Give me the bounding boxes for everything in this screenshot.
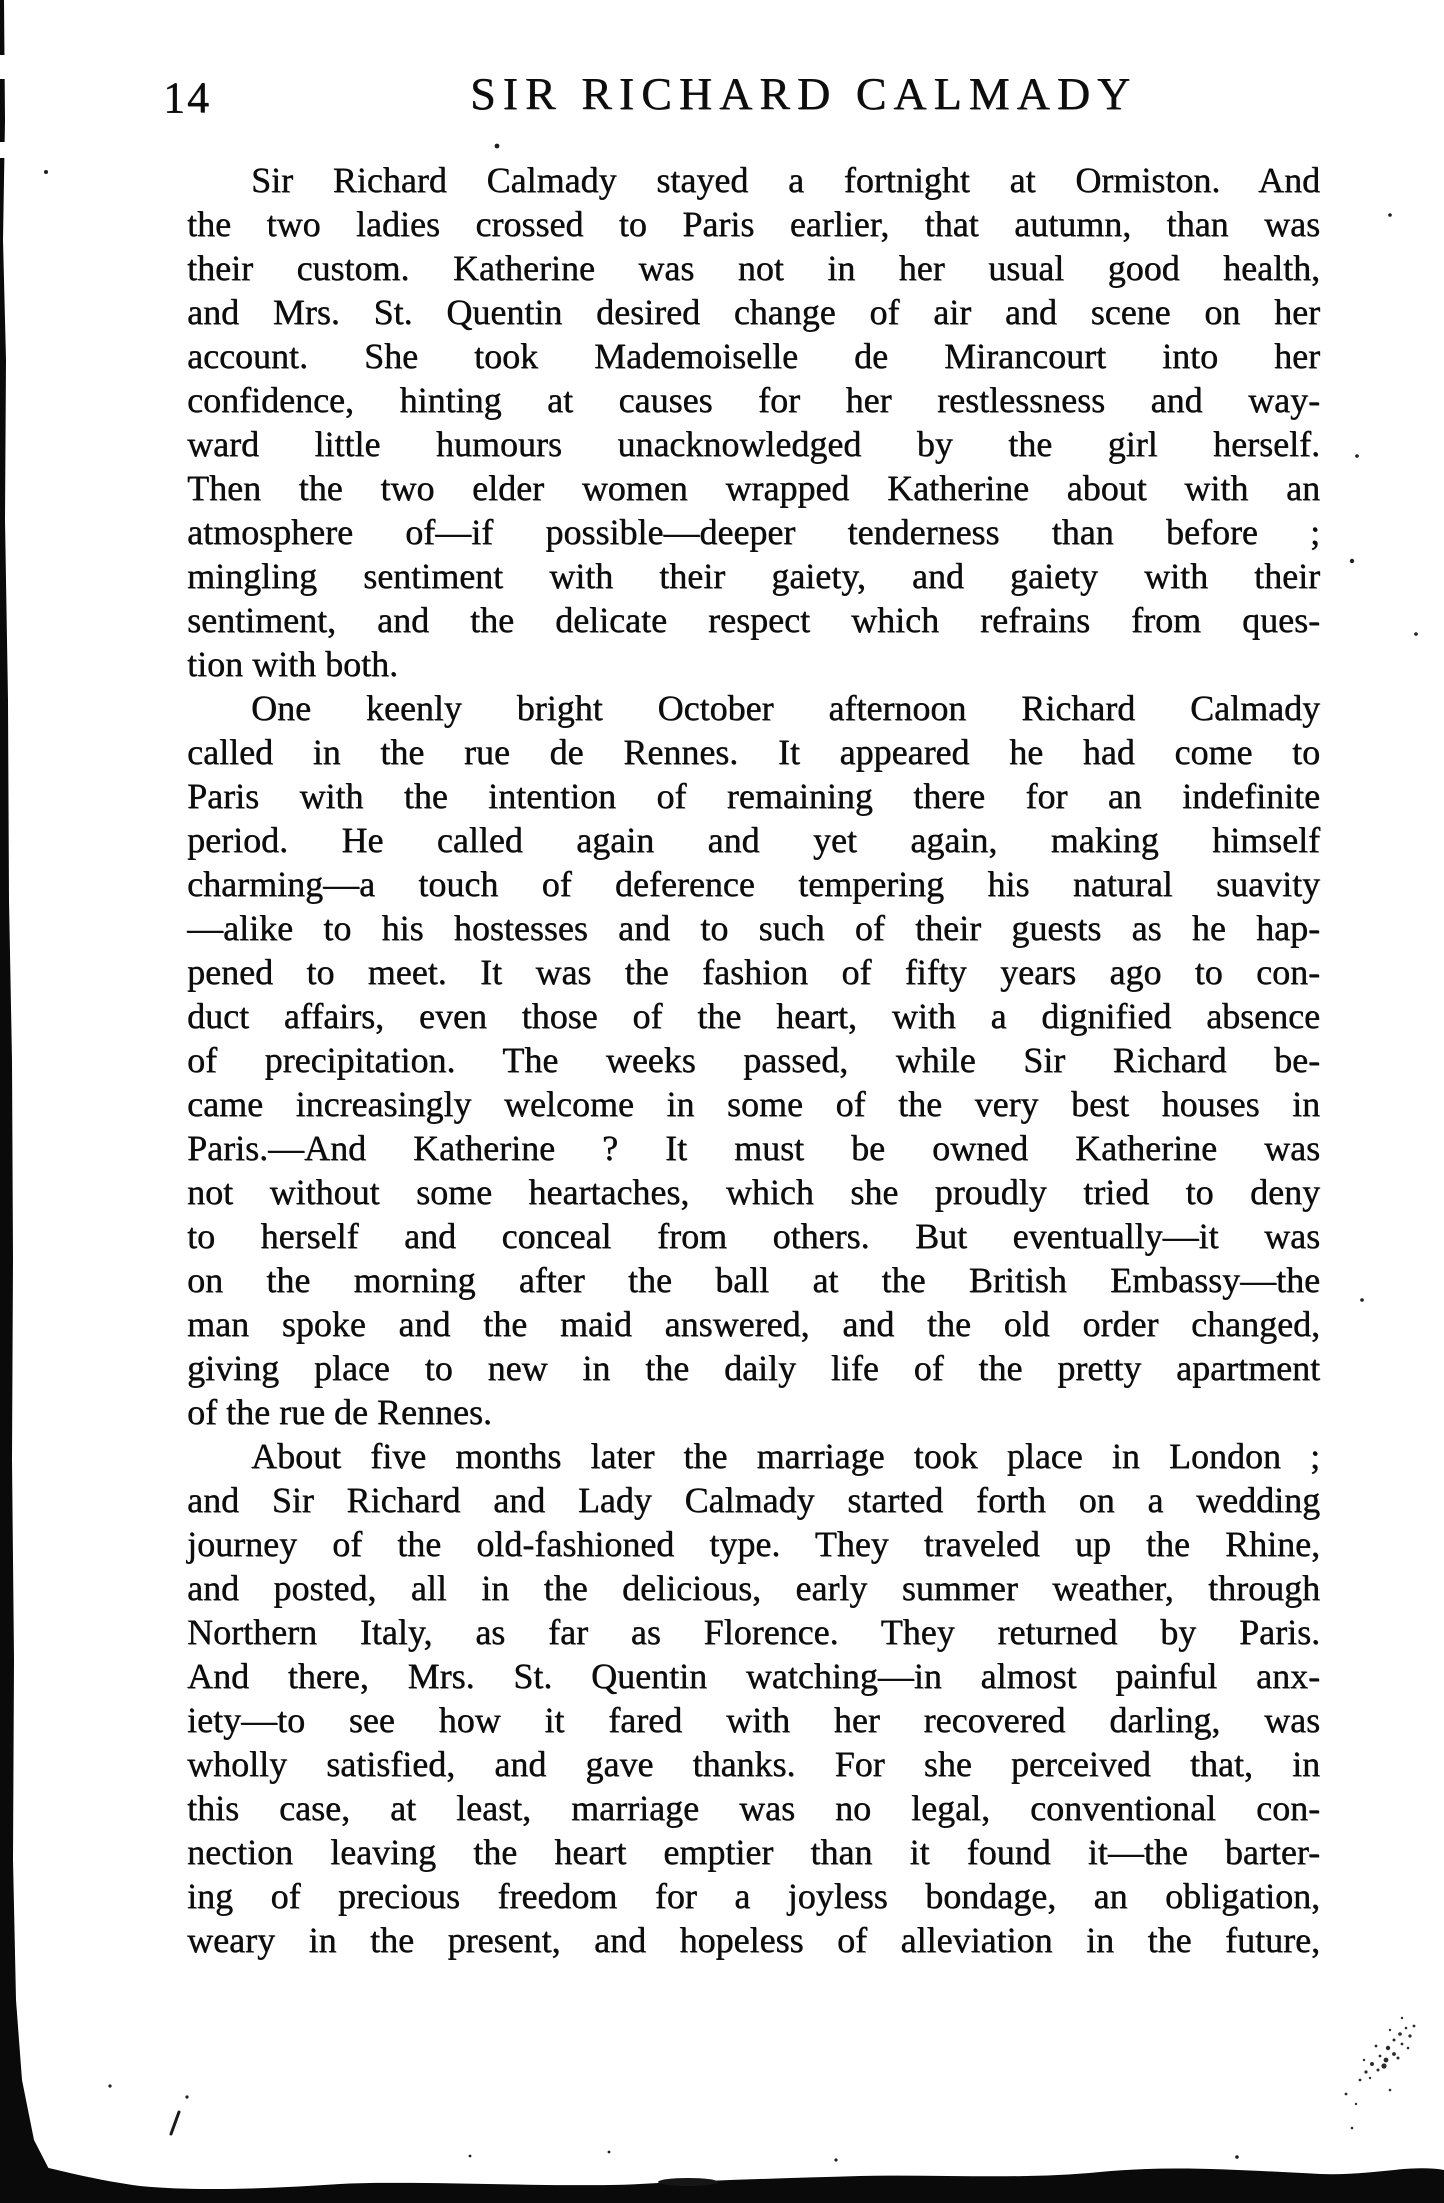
ink-speckle — [1345, 2017, 1416, 2130]
text-line: mingling sentiment with their gaiety, and gaiety with their — [187, 556, 1320, 596]
text-line: duct affairs, even those of the heart, with a dignified absence — [187, 996, 1320, 1036]
text-line: journey of the old-fashioned type. They traveled up the Rhine, — [187, 1524, 1320, 1564]
text-line: Sir Richard Calmady stayed a fortnight at Ormiston. And — [251, 160, 1320, 200]
text-line: and posted, all in the delicious, early summer weather, through — [187, 1568, 1320, 1608]
text-line: period. He called again and yet again, making himself — [187, 820, 1320, 860]
text-line: called in the rue de Rennes. It appeared he had come to — [187, 732, 1320, 772]
text-line: nection leaving the heart emptier than it found it—the barter- — [187, 1832, 1320, 1872]
text-line: pened to meet. It was the fashion of fifty years ago to con- — [187, 952, 1320, 992]
text-line: And there, Mrs. St. Quentin watching—in almost painful anx- — [187, 1656, 1320, 1696]
text-line: this case, at least, marriage was no legal, conventional con- — [187, 1788, 1320, 1828]
page-header-title: SIR RICHARD CALMADY — [470, 68, 1138, 119]
text-line: charming—a touch of deference tempering his natural suavity — [187, 864, 1320, 904]
paragraph — [187, 686, 1320, 1434]
text-line: tion with both. — [187, 644, 399, 684]
stray-mark-slash — [171, 2112, 179, 2134]
text-line: weary in the present, and hopeless of alleviation in the future, — [187, 1920, 1320, 1960]
text-line: Paris.—And Katherine ? It must be owned Katherine was — [187, 1128, 1320, 1168]
text-line: not without some heartaches, which she proudly tried to deny — [187, 1172, 1320, 1212]
text-line: Northern Italy, as far as Florence. They returned by Paris. — [187, 1612, 1320, 1652]
page-number: 14 — [163, 73, 211, 122]
text-line: wholly satisfied, and gave thanks. For she perceived that, in — [187, 1744, 1320, 1784]
text-line: to herself and conceal from others. But eventually—it was — [187, 1216, 1320, 1256]
text-line: and Sir Richard and Lady Calmady started forth on a wedding — [187, 1480, 1320, 1520]
text-line: giving place to new in the daily life of the pretty apartment — [187, 1348, 1320, 1388]
text-line: ward little humours unacknowledged by the girl herself. — [187, 424, 1320, 464]
text-line: came increasingly welcome in some of the very best houses in — [187, 1084, 1320, 1124]
text-line: atmosphere of—if possible—deeper tenderness than before ; — [187, 512, 1320, 552]
text-line: on the morning after the ball at the British Embassy—the — [187, 1260, 1320, 1300]
left-page-edge-shadow — [0, 0, 74, 2203]
paragraph — [187, 1434, 1320, 1962]
paragraph — [187, 158, 1320, 686]
text-line: One keenly bright October afternoon Richard Calmady — [251, 688, 1320, 728]
text-line: iety—to see how it fared with her recovered darling, was — [187, 1700, 1320, 1740]
text-line: account. She took Mademoiselle de Mirancourt into her — [187, 336, 1320, 376]
text-line: About five months later the marriage took place in London ; — [251, 1436, 1320, 1476]
text-line: and Mrs. St. Quentin desired change of air and scene on her — [187, 292, 1320, 332]
text-line: Paris with the intention of remaining there for an indefinite — [187, 776, 1320, 816]
text-line: of precipitation. The weeks passed, while Sir Richard be- — [187, 1040, 1320, 1080]
text-line: Then the two elder women wrapped Katherine about with an — [187, 468, 1320, 508]
text-line: the two ladies crossed to Paris earlier, that autumn, than was — [187, 204, 1320, 244]
text-line: man spoke and the maid answered, and the old order changed, — [187, 1304, 1320, 1344]
bottom-page-edge-shadow — [0, 2158, 1444, 2203]
text-line: —alike to his hostesses and to such of their guests as he hap- — [187, 908, 1320, 948]
text-line: confidence, hinting at causes for her restlessness and way- — [187, 380, 1320, 420]
text-line: sentiment, and the delicate respect which refrains from ques- — [187, 600, 1320, 640]
page-body — [187, 158, 1320, 1962]
text-line: ing of precious freedom for a joyless bondage, an obligation, — [187, 1876, 1320, 1916]
text-line: their custom. Katherine was not in her usual good health, — [187, 248, 1320, 288]
text-line: of the rue de Rennes. — [187, 1392, 492, 1432]
